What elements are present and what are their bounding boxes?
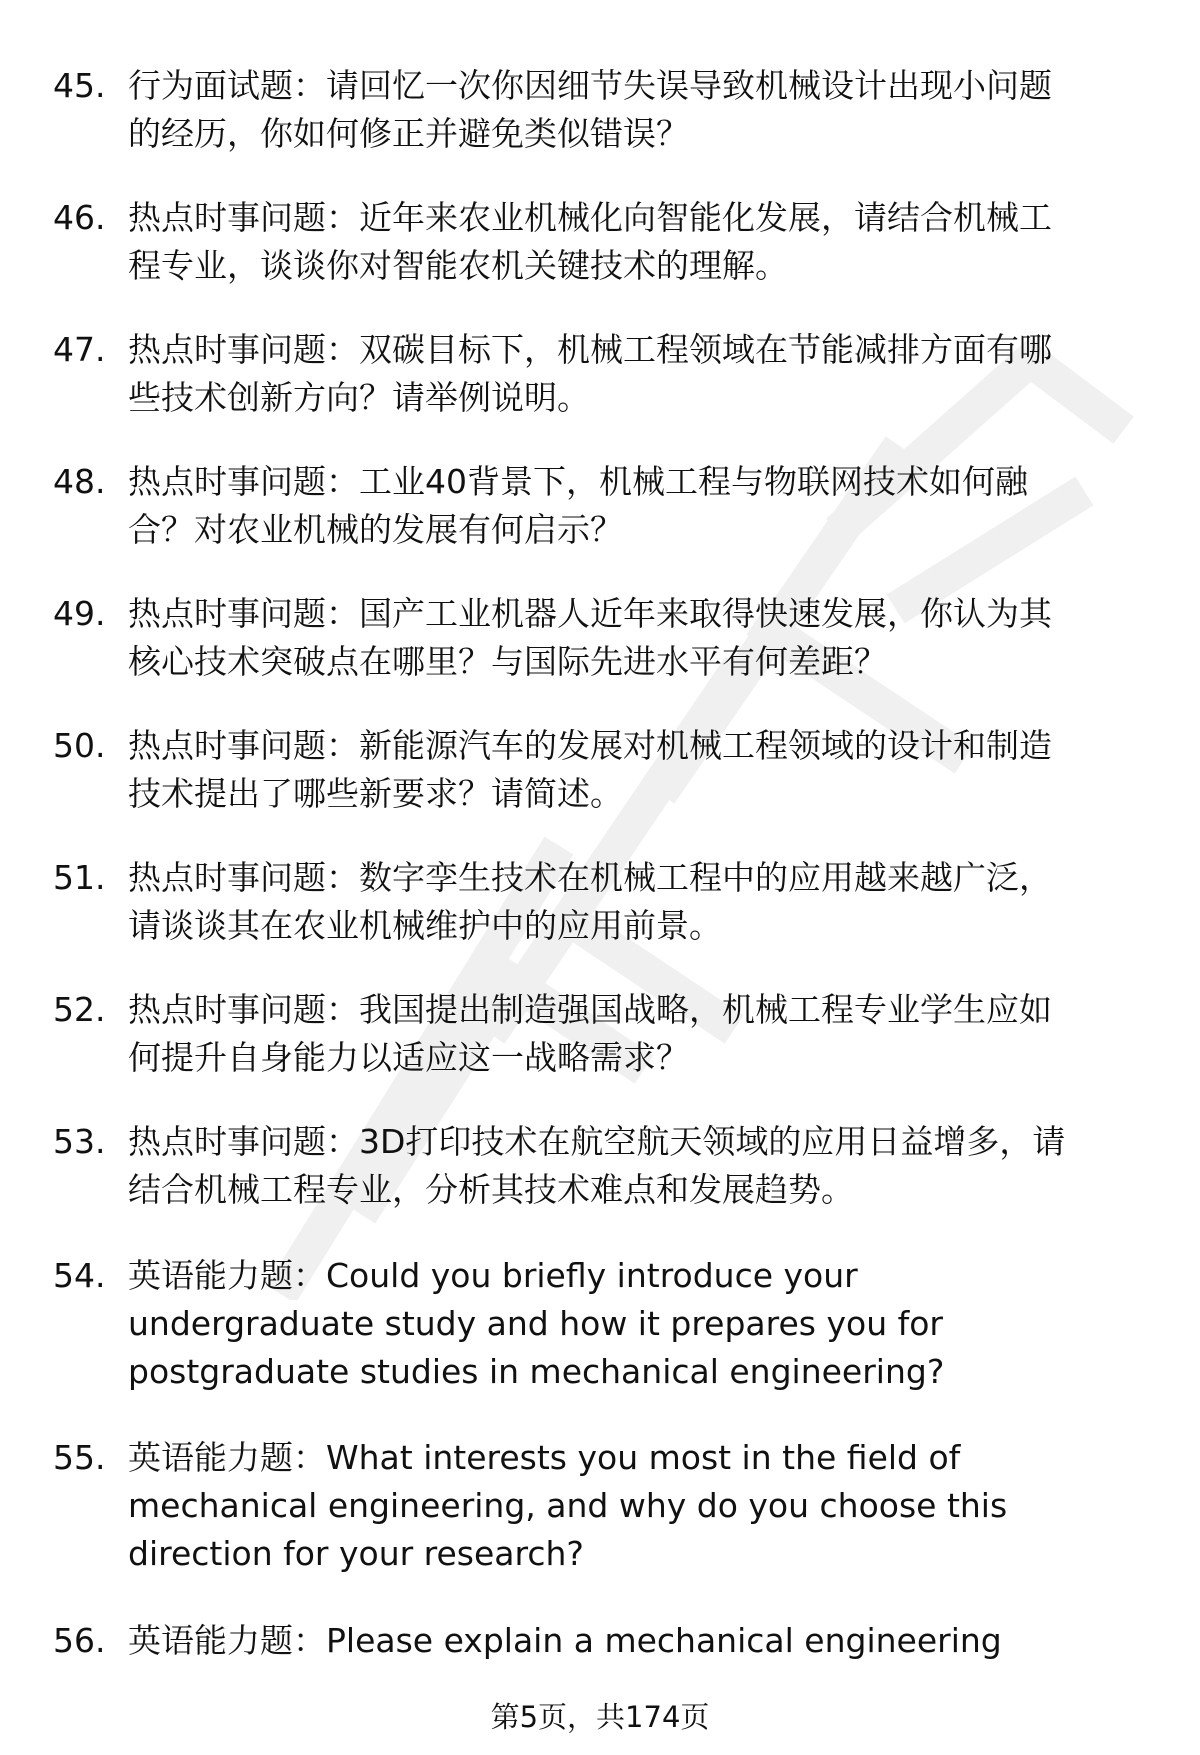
question-text-line: 热点时事问题：国产工业机器人近年来取得快速发展，你认为其: [128, 594, 1052, 633]
question-number: 47.: [53, 330, 106, 369]
question-text-line: 技术提出了哪些新要求？请简述。: [128, 774, 623, 813]
page-indicator: 第5页，共174页: [490, 1700, 710, 1734]
question-number: 50.: [53, 726, 106, 765]
question-text-line: 英语能力题：Please explain a mechanical engineering: [128, 1621, 1002, 1660]
question-number: 46.: [53, 198, 106, 237]
question-text-line: 行为面试题：请回忆一次你因细节失误导致机械设计出现小问题: [128, 66, 1052, 105]
question-text-line: 热点时事问题：双碳目标下，机械工程领域在节能减排方面有哪: [128, 330, 1052, 369]
question-text-line: undergraduate study and how it prepares you for: [128, 1304, 943, 1343]
question-text-line: 何提升自身能力以适应这一战略需求？: [128, 1038, 689, 1077]
question-text-line: 热点时事问题：数字孪生技术在机械工程中的应用越来越广泛，: [128, 858, 1052, 897]
question-number: 54.: [53, 1256, 106, 1295]
question-text-line: 些技术创新方向？请举例说明。: [128, 378, 590, 417]
question-text-line: direction for your research?: [128, 1534, 584, 1573]
question-number: 55.: [53, 1438, 106, 1477]
question-text-line: 热点时事问题：近年来农业机械化向智能化发展，请结合机械工: [128, 198, 1052, 237]
question-text-line: 结合机械工程专业，分析其技术难点和发展趋势。: [128, 1170, 854, 1209]
question-number: 51.: [53, 858, 106, 897]
question-text-line: 合？对农业机械的发展有何启示？: [128, 510, 623, 549]
question-text-line: postgraduate studies in mechanical engineering?: [128, 1352, 945, 1391]
question-number: 45.: [53, 66, 106, 105]
question-text-line: 请谈谈其在农业机械维护中的应用前景。: [128, 906, 722, 945]
question-text-line: 英语能力题：Could you briefly introduce your: [128, 1256, 858, 1295]
question-text-line: 的经历，你如何修正并避免类似错误？: [128, 114, 689, 153]
question-text-line: 程专业，谈谈你对智能农机关键技术的理解。: [128, 246, 788, 285]
question-text-line: 热点时事问题：工业40背景下，机械工程与物联网技术如何融: [128, 462, 1028, 501]
question-text-line: 英语能力题：What interests you most in the field of: [128, 1438, 961, 1477]
question-number: 52.: [53, 990, 106, 1029]
question-text-line: mechanical engineering, and why do you choose this: [128, 1486, 1008, 1525]
question-text-line: 热点时事问题：新能源汽车的发展对机械工程领域的设计和制造: [128, 726, 1052, 765]
question-text-line: 热点时事问题：我国提出制造强国战略，机械工程专业学生应如: [128, 990, 1052, 1029]
question-number: 49.: [53, 594, 106, 633]
question-number: 53.: [53, 1122, 106, 1161]
question-text-line: 热点时事问题：3D打印技术在航空航天领域的应用日益增多，请: [128, 1122, 1066, 1161]
question-number: 48.: [53, 462, 106, 501]
question-number: 56.: [53, 1621, 106, 1660]
question-text-line: 核心技术突破点在哪里？与国际先进水平有何差距？: [128, 642, 887, 681]
